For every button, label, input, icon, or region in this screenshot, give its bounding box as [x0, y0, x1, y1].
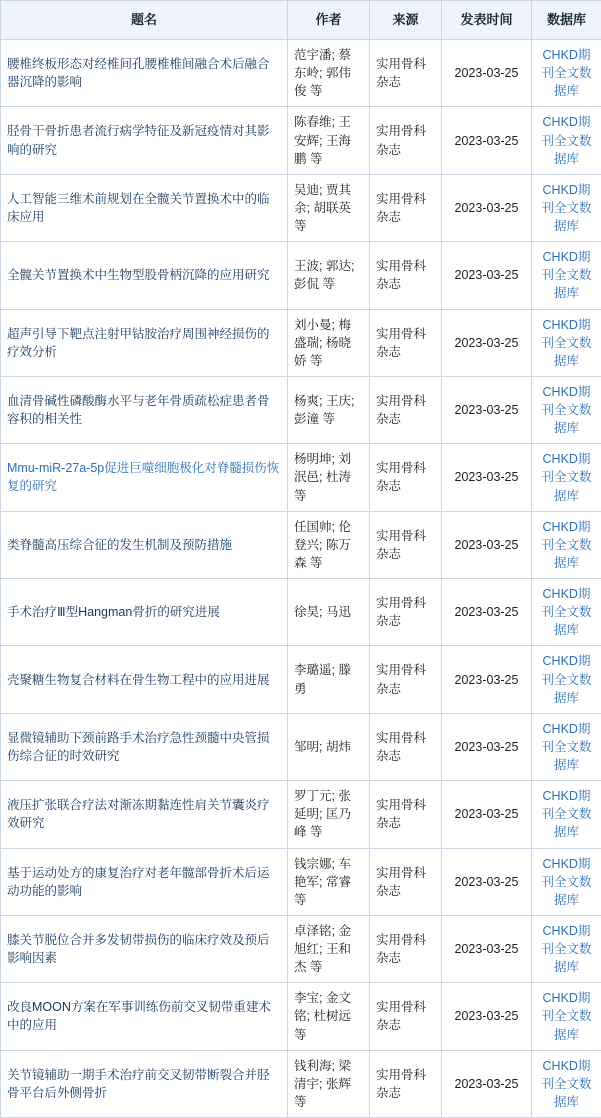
result-author-cell: 刘小曼; 梅盛瑞; 杨晓娇 等 — [288, 309, 370, 376]
result-title-link[interactable]: 胫骨干骨折患者流行病学特征及新冠疫情对其影响的研究 — [7, 124, 270, 156]
result-date-cell: 2023-03-25 — [442, 444, 532, 511]
result-source-cell: 实用骨科杂志 — [370, 107, 442, 174]
table-row — [1, 579, 601, 646]
result-title-link[interactable]: Mmu-miR-27a-5p促进巨噬细胞极化对脊髓损伤恢复的研究 — [7, 461, 279, 493]
result-database-cell[interactable]: CHKD期刊全文数据库 — [532, 1050, 601, 1117]
result-date-cell: 2023-03-25 — [442, 713, 532, 780]
result-author-cell: 邹明; 胡炜 — [288, 713, 370, 780]
result-title-link[interactable]: 壳聚糖生物复合材料在骨生物工程中的应用进展 — [7, 673, 270, 687]
result-title-cell — [1, 848, 288, 915]
table-row — [1, 174, 601, 241]
table-row — [1, 376, 601, 443]
result-date-cell: 2023-03-25 — [442, 376, 532, 443]
result-author-cell: 钱利海; 梁清宇; 张辉 等 — [288, 1050, 370, 1117]
result-author-cell: 吴迪; 贾其余; 胡联英 等 — [288, 174, 370, 241]
result-database-cell[interactable]: CHKD期刊全文数据库 — [532, 40, 601, 107]
result-source-cell: 实用骨科杂志 — [370, 40, 442, 107]
result-date-cell: 2023-03-25 — [442, 309, 532, 376]
result-database-cell[interactable]: CHKD期刊全文数据库 — [532, 309, 601, 376]
table-row — [1, 915, 601, 982]
result-source-cell: 实用骨科杂志 — [370, 309, 442, 376]
column-header-database[interactable]: 数据库 — [532, 1, 601, 40]
result-title-cell — [1, 309, 288, 376]
column-header-source[interactable]: 来源 — [370, 1, 442, 40]
result-title-link[interactable]: 全髋关节置换术中生物型股骨柄沉降的应用研究 — [7, 268, 270, 282]
result-database-cell[interactable]: CHKD期刊全文数据库 — [532, 646, 601, 713]
result-title-link[interactable]: 超声引导下靶点注射甲钴胺治疗周围神经损伤的疗效分析 — [7, 327, 270, 359]
result-author-cell: 李璐遥; 滕勇 — [288, 646, 370, 713]
column-header-author[interactable]: 作者 — [288, 1, 370, 40]
result-author-cell: 杨爽; 王庆; 彭潼 等 — [288, 376, 370, 443]
result-title-cell — [1, 376, 288, 443]
result-title-link[interactable]: 手术治疗Ⅲ型Hangman骨折的研究进展 — [7, 605, 220, 619]
result-title-link[interactable]: 改良MOON方案在军事训练伤前交叉韧带重建术中的应用 — [7, 1000, 271, 1032]
result-source-cell: 实用骨科杂志 — [370, 848, 442, 915]
result-title-link[interactable]: 液压扩张联合疗法对渐冻期黏连性肩关节囊炎疗效研究 — [7, 798, 270, 830]
result-source-cell: 实用骨科杂志 — [370, 174, 442, 241]
result-database-cell[interactable]: CHKD期刊全文数据库 — [532, 915, 601, 982]
result-title-link[interactable]: 血清骨碱性磷酸酶水平与老年骨质疏松症患者骨容积的相关性 — [7, 394, 270, 426]
result-database-cell[interactable]: CHKD期刊全文数据库 — [532, 983, 601, 1050]
result-database-cell[interactable]: CHKD期刊全文数据库 — [532, 781, 601, 848]
result-title-cell — [1, 107, 288, 174]
result-title-cell — [1, 781, 288, 848]
result-date-cell: 2023-03-25 — [442, 1050, 532, 1117]
table-header-row — [1, 1, 601, 40]
result-source-cell: 实用骨科杂志 — [370, 579, 442, 646]
table-row — [1, 646, 601, 713]
result-author-cell: 卓泽铭; 金旭红; 王和杰 等 — [288, 915, 370, 982]
result-date-cell: 2023-03-25 — [442, 511, 532, 578]
result-database-cell[interactable]: CHKD期刊全文数据库 — [532, 107, 601, 174]
result-title-link[interactable]: 类脊髓高压综合征的发生机制及预防措施 — [7, 538, 232, 552]
table-row — [1, 511, 601, 578]
result-source-cell: 实用骨科杂志 — [370, 242, 442, 309]
table-row — [1, 107, 601, 174]
result-title-link[interactable]: 显微镜辅助下颈前路手术治疗急性颈髓中央管损伤综合征的时效研究 — [7, 731, 270, 763]
result-database-cell[interactable]: CHKD期刊全文数据库 — [532, 511, 601, 578]
result-database-cell[interactable]: CHKD期刊全文数据库 — [532, 376, 601, 443]
result-title-link[interactable]: 基于运动处方的康复治疗对老年髋部骨折术后运动功能的影响 — [7, 866, 270, 898]
result-title-cell — [1, 40, 288, 107]
result-title-cell — [1, 242, 288, 309]
table-row — [1, 781, 601, 848]
table-row — [1, 713, 601, 780]
result-title-link[interactable]: 人工智能三维术前规划在全髋关节置换术中的临床应用 — [7, 192, 270, 224]
result-author-cell: 徐昊; 马迅 — [288, 579, 370, 646]
result-date-cell: 2023-03-25 — [442, 174, 532, 241]
result-author-cell: 陈春维; 王安辉; 王海鹏 等 — [288, 107, 370, 174]
result-source-cell: 实用骨科杂志 — [370, 1050, 442, 1117]
table-row — [1, 848, 601, 915]
result-source-cell: 实用骨科杂志 — [370, 781, 442, 848]
result-database-cell[interactable]: CHKD期刊全文数据库 — [532, 579, 601, 646]
table-row — [1, 983, 601, 1050]
table-row — [1, 242, 601, 309]
result-title-cell — [1, 174, 288, 241]
result-date-cell: 2023-03-25 — [442, 646, 532, 713]
table-row — [1, 1050, 601, 1117]
result-database-cell[interactable]: CHKD期刊全文数据库 — [532, 444, 601, 511]
result-title-link[interactable]: 膝关节脱位合并多发韧带损伤的临床疗效及预后影响因素 — [7, 933, 270, 965]
result-source-cell: 实用骨科杂志 — [370, 915, 442, 982]
result-database-cell[interactable]: CHKD期刊全文数据库 — [532, 713, 601, 780]
result-source-cell: 实用骨科杂志 — [370, 646, 442, 713]
result-author-cell: 杨明坤; 刘泯邑; 杜涛 等 — [288, 444, 370, 511]
result-source-cell: 实用骨科杂志 — [370, 444, 442, 511]
result-source-cell: 实用骨科杂志 — [370, 983, 442, 1050]
result-author-cell: 李宝; 金文铭; 杜树远 等 — [288, 983, 370, 1050]
result-title-link[interactable]: 腰椎终板形态对经椎间孔腰椎椎间融合术后融合器沉降的影响 — [7, 57, 270, 89]
result-date-cell: 2023-03-25 — [442, 983, 532, 1050]
table-row — [1, 444, 601, 511]
result-title-cell — [1, 1050, 288, 1117]
result-author-cell: 王波; 郭达; 彭侃 等 — [288, 242, 370, 309]
result-source-cell: 实用骨科杂志 — [370, 511, 442, 578]
table-row — [1, 40, 601, 107]
result-database-cell[interactable]: CHKD期刊全文数据库 — [532, 848, 601, 915]
result-date-cell: 2023-03-25 — [442, 848, 532, 915]
result-date-cell: 2023-03-25 — [442, 915, 532, 982]
result-author-cell: 任国帅; 伦登兴; 陈万森 等 — [288, 511, 370, 578]
result-title-cell — [1, 444, 288, 511]
result-source-cell: 实用骨科杂志 — [370, 713, 442, 780]
result-author-cell: 范宇潘; 蔡东岭; 郭伟俊 等 — [288, 40, 370, 107]
result-title-cell — [1, 713, 288, 780]
result-title-cell — [1, 511, 288, 578]
result-source-cell: 实用骨科杂志 — [370, 376, 442, 443]
result-title-link[interactable]: 关节镜辅助一期手术治疗前交叉韧带断裂合并胫骨平台后外侧骨折 — [7, 1068, 270, 1100]
result-date-cell: 2023-03-25 — [442, 40, 532, 107]
result-database-cell[interactable]: CHKD期刊全文数据库 — [532, 242, 601, 309]
column-header-title[interactable]: 题名 — [1, 1, 288, 40]
result-date-cell: 2023-03-25 — [442, 107, 532, 174]
result-title-cell — [1, 983, 288, 1050]
result-date-cell: 2023-03-25 — [442, 781, 532, 848]
column-header-date[interactable]: 发表时间 — [442, 1, 532, 40]
result-author-cell: 罗丁元; 张延明; 匡乃峰 等 — [288, 781, 370, 848]
result-title-cell — [1, 915, 288, 982]
result-title-cell — [1, 579, 288, 646]
table-row — [1, 309, 601, 376]
result-title-cell — [1, 646, 288, 713]
result-author-cell: 钱宗娜; 车艳军; 常睿 等 — [288, 848, 370, 915]
result-date-cell: 2023-03-25 — [442, 579, 532, 646]
result-database-cell[interactable]: CHKD期刊全文数据库 — [532, 174, 601, 241]
result-date-cell: 2023-03-25 — [442, 242, 532, 309]
